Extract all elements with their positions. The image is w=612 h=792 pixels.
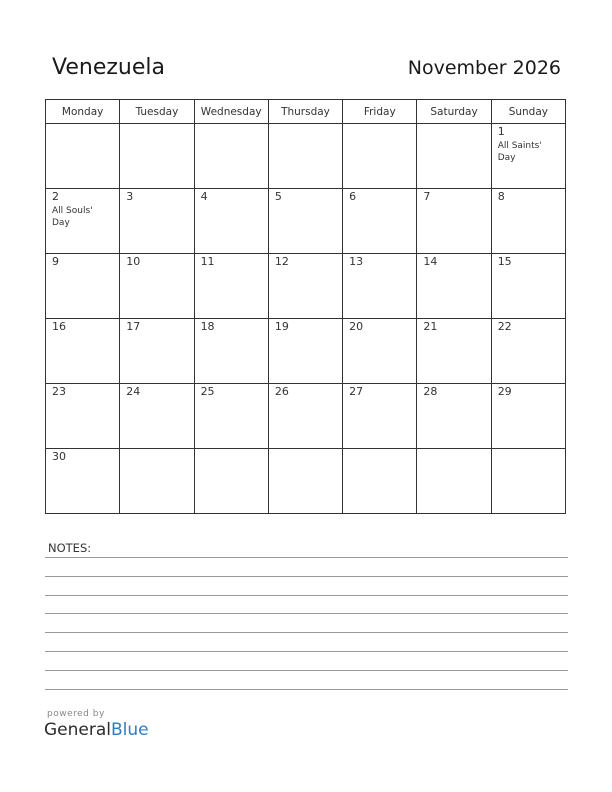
day-cell [46,124,120,189]
weekday-tuesday: Tuesday [120,100,194,124]
day-number: 25 [200,385,215,398]
day-cell [268,449,342,514]
day-number [269,449,342,450]
week-row [46,384,566,449]
day-cell [120,124,194,189]
week-row [46,254,566,319]
day-number: 30 [52,450,66,463]
day-cell [120,319,194,384]
day-cell [268,189,342,254]
note-line [45,557,568,558]
day-cell [46,319,120,384]
day-number: 3 [126,190,134,203]
day-cell [46,384,120,449]
day-number: 21 [423,320,438,333]
day-cell [268,254,342,319]
day-cell [343,254,417,319]
note-line [45,670,568,671]
note-line [45,632,568,633]
day-cell [417,384,491,449]
week-row [46,124,566,189]
day-cell [343,319,417,384]
day-number: 24 [126,385,141,398]
day-number [195,124,268,125]
day-cell [194,319,268,384]
day-cell [194,124,268,189]
day-cell [417,189,491,254]
day-number: 2 [52,190,59,203]
day-cell [491,384,565,449]
day-number: 6 [349,190,357,203]
day-number: 27 [349,385,364,398]
day-number: 9 [52,255,59,268]
holiday-label: All Souls' Day [52,206,93,228]
note-line [45,689,568,690]
day-number [46,124,119,125]
day-number: 8 [497,190,505,203]
day-cell [491,319,565,384]
day-number: 12 [274,255,289,268]
brand-logo [44,720,149,740]
day-cell [120,449,194,514]
day-number: 13 [349,255,364,268]
weekday-sunday: Sunday [491,100,565,124]
day-number: 11 [200,255,215,268]
note-line [45,576,568,577]
day-cell [268,319,342,384]
holiday-label: All Saints' Day [497,141,542,163]
weekday-thursday: Thursday [268,100,342,124]
day-number: 15 [497,255,512,268]
day-number: 4 [200,190,208,203]
day-number [343,124,416,125]
day-number [120,449,193,450]
day-cell [194,189,268,254]
day-cell [343,449,417,514]
note-line [45,595,568,596]
day-cell [343,384,417,449]
brand-blue: Blue [111,720,149,740]
weekday-header-row [46,100,566,124]
calendar-grid [45,99,566,514]
powered-by-text: powered by [47,709,105,719]
day-cell [268,384,342,449]
day-number [492,449,565,450]
note-line [45,613,568,614]
day-cell [417,319,491,384]
day-number [195,449,268,450]
weekday-monday: Monday [46,100,120,124]
weekday-saturday: Saturday [417,100,491,124]
day-cell [417,254,491,319]
day-number: 1 [497,125,505,138]
day-number: 20 [349,320,364,333]
day-number: 10 [126,255,141,268]
day-number: 22 [497,320,512,333]
day-cell [120,254,194,319]
day-cell [417,124,491,189]
week-row [46,319,566,384]
day-number: 28 [423,385,438,398]
day-cell [491,254,565,319]
month-title: November 2026 [407,57,561,79]
day-number [417,124,490,125]
day-number: 16 [52,320,66,333]
day-cell [343,124,417,189]
day-number: 14 [423,255,438,268]
day-cell [194,254,268,319]
day-number: 17 [126,320,141,333]
day-cell [46,254,120,319]
day-number [417,449,490,450]
week-row [46,449,566,514]
day-number: 18 [200,320,215,333]
weekday-friday: Friday [343,100,417,124]
day-number [343,449,416,450]
day-cell [491,124,565,189]
day-cell [491,449,565,514]
day-number: 23 [52,385,66,398]
day-number [269,124,342,125]
day-number: 5 [274,190,282,203]
day-number: 7 [423,190,431,203]
note-line [45,651,568,652]
day-cell [120,384,194,449]
country-title: Venezuela [52,55,165,80]
notes-label: NOTES: [48,541,92,555]
day-cell [491,189,565,254]
day-cell [194,384,268,449]
day-number [120,124,193,125]
day-cell [46,189,120,254]
brand-general: General [44,720,111,740]
day-cell [46,449,120,514]
day-cell [120,189,194,254]
day-number: 19 [274,320,289,333]
day-number: 26 [274,385,289,398]
day-number: 29 [497,385,512,398]
day-cell [343,189,417,254]
day-cell [417,449,491,514]
day-cell [268,124,342,189]
week-row [46,189,566,254]
day-cell [194,449,268,514]
weekday-wednesday: Wednesday [194,100,268,124]
